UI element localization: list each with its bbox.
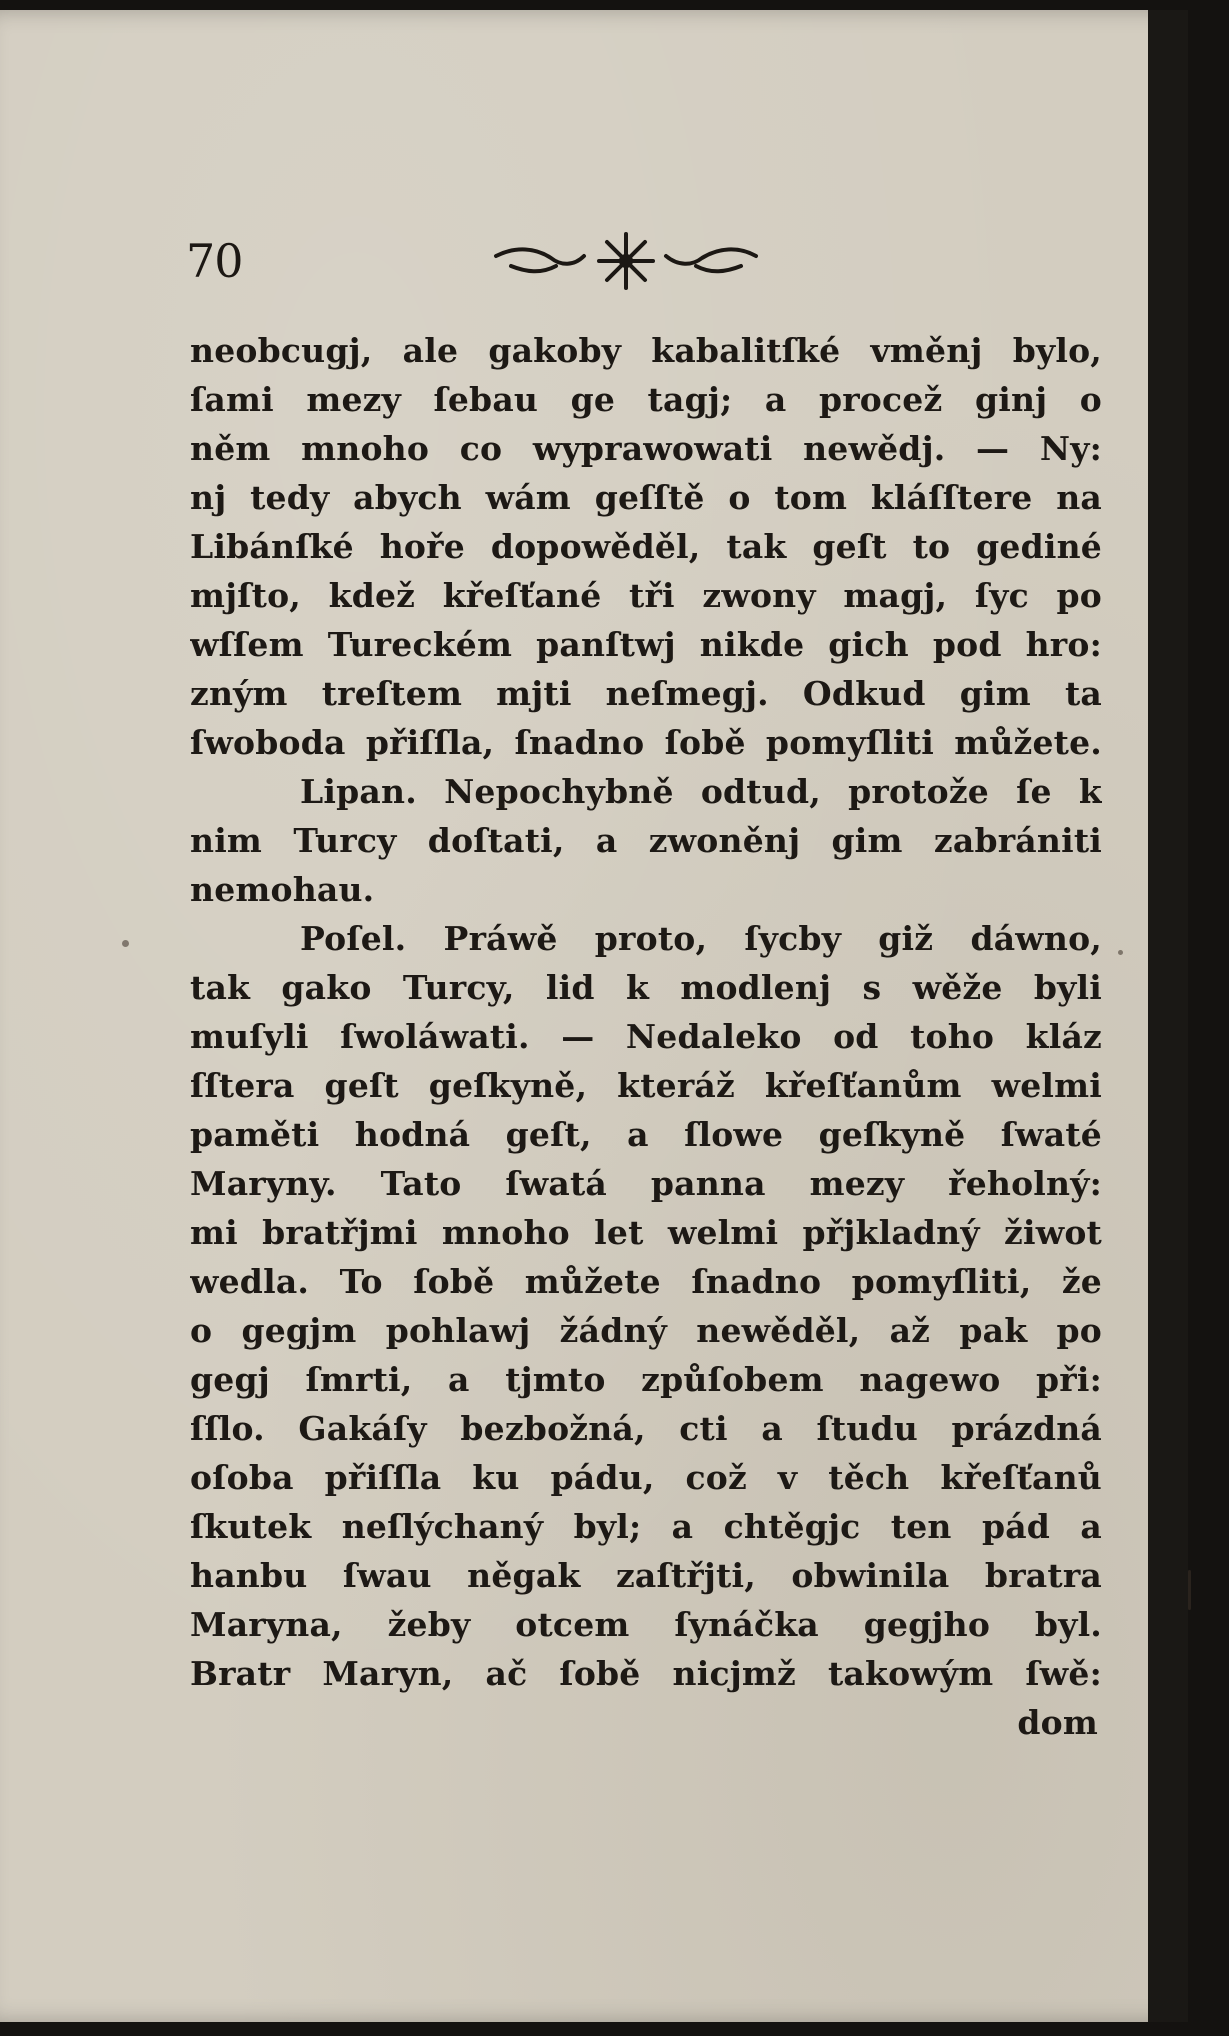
text-line: gegj ſmrti, a tjmto způſobem nagewo při:: [190, 1360, 1102, 1399]
paper-speck: [122, 940, 129, 947]
text-line: nemohau.: [190, 870, 375, 909]
text-line: Maryna, žeby otcem ſynáčka gegjho byl.: [190, 1605, 1102, 1644]
text-line: wedla. To ſobě můžete ſnadno pomyſliti, že: [190, 1262, 1102, 1301]
text-line: paměti hodná geſt, a ſlowe geſkyně ſwaté: [190, 1115, 1102, 1154]
text-line: oſoba přiſſla ku pádu, což v těch křeſťanů: [190, 1458, 1102, 1497]
text-line: hanbu ſwau něgak zaſtřjti, obwinila bratra: [190, 1556, 1102, 1595]
text-line: ſſlo. Gakáſy bezbožná, cti a ſtudu prázdná: [190, 1409, 1102, 1448]
page-number: 70: [186, 234, 243, 288]
text-line: nj tedy abych wám geſſtě o tom kláſſtere na: [190, 478, 1102, 517]
text-line: ſſtera geſt geſkyně, kteráž křeſťanům welmi: [190, 1066, 1102, 1105]
body-text: [190, 326, 1102, 1816]
text-line: tak gako Turcy, lid k modlenj s wěže byli: [190, 968, 1102, 1007]
text-line: ſkutek neſlýchaný byl; a chtěgjc ten pád a: [190, 1507, 1102, 1546]
text-line: Bratr Maryn, ač ſobě nicjmž takowým ſwě:: [190, 1654, 1102, 1693]
text-line: muſyli ſwoláwati. — Nedaleko od toho kláz: [190, 1017, 1102, 1056]
catchword: dom: [1017, 1703, 1098, 1742]
text-line: neobcugj, ale gakoby kabalitſké vměnj bylo,: [190, 331, 1102, 370]
text-line: nim Turcy doſtati, a zwoněnj gim zabrániti: [190, 821, 1102, 860]
text-line: mi bratřjmi mnoho let welmi přjkladný žiwot: [190, 1213, 1102, 1252]
text-line: zným treſtem mjti neſmegj. Odkud gim ta: [190, 674, 1102, 713]
text-line: ſwoboda přiſſla, ſnadno ſobě pomyſliti můžete.: [190, 723, 1102, 762]
text-line: něm mnoho co wyprawowati newědj. — Ny:: [190, 429, 1102, 468]
fleuron-ornament-icon: [456, 226, 796, 296]
text-line: o gegjm pohlawj žádný newěděl, až pak po: [190, 1311, 1102, 1350]
paper-speck: [1188, 1570, 1191, 1610]
text-line: Libánſké hoře dopowěděl, tak geſt to gediné: [190, 527, 1102, 566]
paper-speck: [1118, 950, 1123, 955]
book-page: [0, 10, 1188, 2022]
page-header: [186, 226, 1046, 296]
text-line: Poſel. Práwě proto, ſycby giž dáwno,: [300, 919, 1102, 958]
text-line: Lipan. Nepochybně odtud, protože ſe k: [300, 772, 1102, 811]
page-edge-shadow: [1148, 10, 1188, 2022]
text-line: ſami mezy ſebau ge tagj; a procež ginj o: [190, 380, 1102, 419]
text-line: Maryny. Tato ſwatá panna mezy řeholný:: [190, 1164, 1102, 1203]
text-line: wſſem Tureckém panſtwj nikde gich pod hro:: [190, 625, 1102, 664]
text-line: mjſto, kdež křeſťané tři zwony magj, ſyc po: [190, 576, 1102, 615]
